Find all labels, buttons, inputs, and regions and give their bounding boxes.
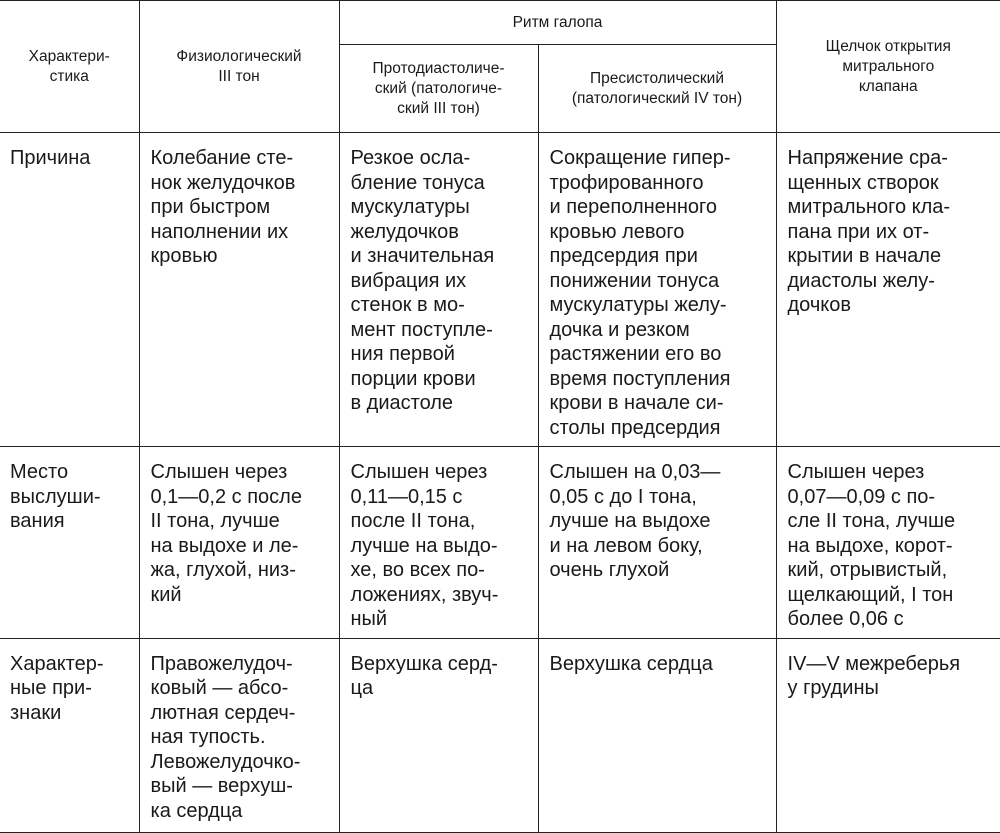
table-header — [0, 1, 1000, 133]
cell-cause-presystolic: Сокращение гипер- трофированного и переполненного кровью левого предсердия при понижении тонуса мускулатуры желу- дочка и резком растяжении его во время поступления крови в начале си- столы предсердия — [538, 133, 776, 447]
cell-cause-mitral-click: Напряжение сра- щенных створок митрального кла- пана при их от- крытии в начале диастолы желу- дочков — [776, 133, 1000, 447]
cell-cause-protodiastolic: Резкое осла- бление тонуса мускулатуры желудочков и значительная вибрация их стенок в мо- мент поступле- ния первой порции крови в диастоле — [339, 133, 538, 447]
cell-place-presystolic: Слышен на 0,03— 0,05 с до I тона, лучше на выдохе и на левом боку, очень глухой — [538, 447, 776, 639]
cell-signs-protodiastolic: Верхушка серд- ца — [339, 638, 538, 832]
header-presystolic: Пресистолический (патологический IV тон) — [538, 45, 776, 133]
cell-signs-presystolic: Верхушка сердца — [538, 638, 776, 832]
cell-place-physiological: Слышен через 0,1—0,2 с после II тона, лучше на выдохе и ле- жа, глухой, низ- кий — [139, 447, 339, 639]
table-row-characteristic-signs — [0, 638, 1000, 832]
cell-place-protodiastolic: Слышен через 0,11—0,15 с после II тона, лучше на выдо- хе, во всех по- ложениях, звуч- ный — [339, 447, 538, 639]
header-mitral-opening-snap: Щелчок открытия митрального клапана — [776, 1, 1000, 133]
table-row-auscultation-place — [0, 447, 1000, 639]
cell-signs-physiological: Правожелудоч- ковый — абсо- лютная сердеч- ная тупость. Левожелудочко- вый — верхуш- ка сердца — [139, 638, 339, 832]
row-label-auscultation-place: Место выслуши- вания — [0, 447, 139, 639]
header-characteristic: Характери- стика — [0, 1, 139, 133]
header-gallop-rhythm: Ритм галопа — [339, 1, 776, 45]
table-row-cause — [0, 133, 1000, 447]
cell-signs-mitral-click: IV—V межреберья у грудины — [776, 638, 1000, 832]
cell-place-mitral-click: Слышен через 0,07—0,09 с по- сле II тона, лучше на выдохе, корот- кий, отрывистый, щелкающий, I тон более 0,06 с — [776, 447, 1000, 639]
row-label-cause: Причина — [0, 133, 139, 447]
header-physiological-third-tone: Физиологический III тон — [139, 1, 339, 133]
row-label-characteristic-signs: Характер- ные при- знаки — [0, 638, 139, 832]
cell-cause-physiological: Колебание сте- нок желудочков при быстром наполнении их кровью — [139, 133, 339, 447]
header-protodiastolic: Протодиастоличе- ский (патологиче- ский III тон) — [339, 45, 538, 133]
